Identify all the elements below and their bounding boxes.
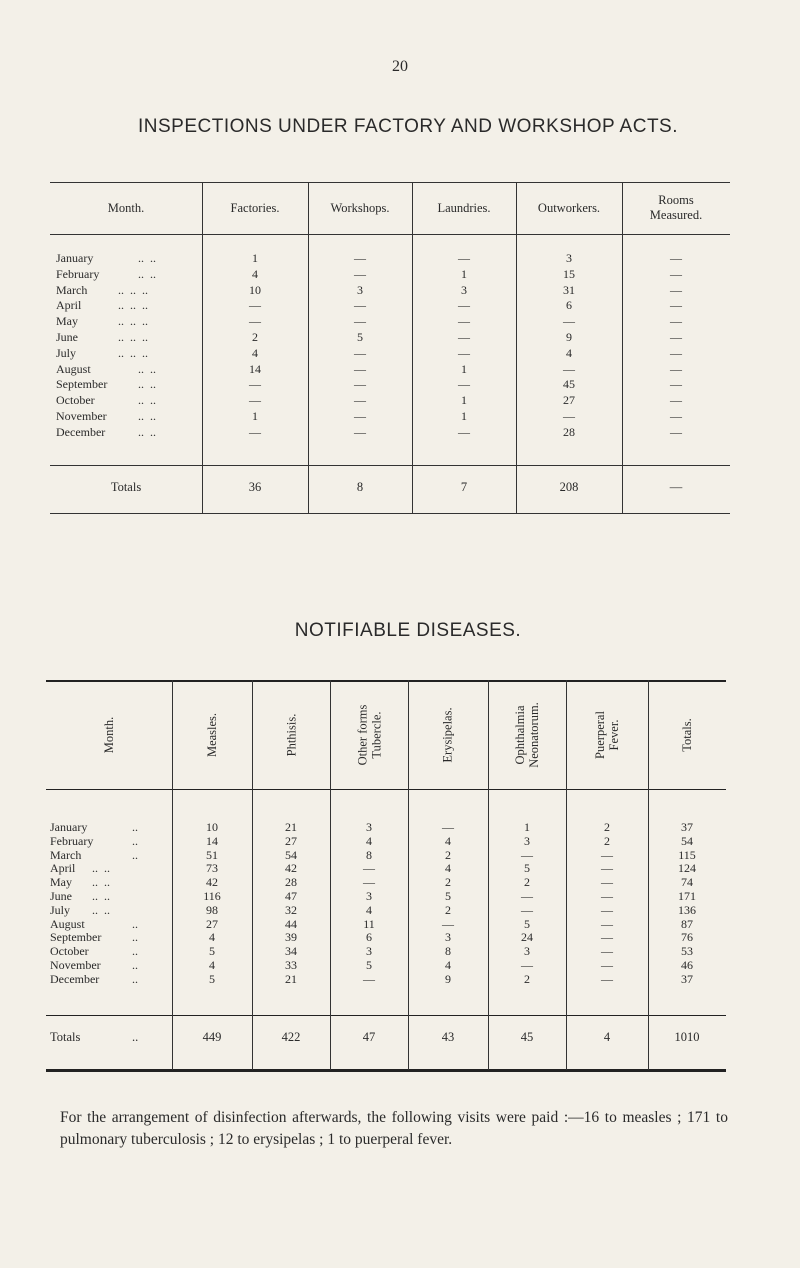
factory-inspections-table bbox=[50, 182, 730, 514]
col-header-workshops: Workshops. bbox=[330, 200, 390, 215]
row-month-label: February bbox=[56, 266, 100, 281]
col-header-month: Month. bbox=[107, 200, 145, 215]
table-cell: 171 bbox=[678, 889, 696, 903]
table-cell: 74 bbox=[681, 875, 693, 890]
table-cell: — bbox=[354, 377, 366, 392]
table-cell: — bbox=[601, 971, 613, 986]
table-cell: 4 bbox=[566, 345, 572, 360]
table-cell: 73 bbox=[206, 861, 218, 876]
table-cell: 37 bbox=[681, 820, 693, 834]
table-cell: 27 bbox=[206, 916, 218, 931]
row-month-label: November bbox=[56, 409, 107, 423]
row-month-label: October bbox=[56, 393, 95, 408]
table-cell: 1 bbox=[461, 409, 467, 423]
row-month bbox=[56, 266, 156, 281]
row-month-label: June bbox=[50, 889, 72, 903]
table-cell: 15 bbox=[563, 266, 575, 281]
table-cell: — bbox=[563, 314, 575, 329]
table-cell: 3 bbox=[524, 833, 530, 848]
table-row bbox=[46, 917, 726, 931]
col-header-puerperal-fever-label: Puerperal Fever. bbox=[593, 711, 621, 759]
table-row bbox=[46, 889, 726, 903]
table-row bbox=[50, 268, 730, 280]
row-month-label: February bbox=[50, 833, 94, 848]
disinfection-footnote: For the arrangement of disinfection afterwards, the following visits were paid :—16 to measles ; 171 to pulmonary tuberculosis ; 12 to erysipelas ; 1 to puerperal fever. bbox=[60, 1109, 728, 1148]
row-month bbox=[50, 958, 138, 973]
col-header-ophthalmia bbox=[488, 684, 566, 786]
row-month-label: January bbox=[50, 820, 88, 834]
leader-dots: .. .. bbox=[138, 251, 156, 265]
row-month-label: October bbox=[50, 944, 89, 959]
table-cell: — bbox=[249, 393, 261, 408]
leader-dots: .. .. bbox=[92, 889, 110, 903]
table-cell: — bbox=[458, 377, 470, 392]
grand-total: 1010 bbox=[674, 1030, 700, 1044]
leader-dots: .. bbox=[132, 930, 138, 945]
table-cell: 4 bbox=[209, 930, 215, 945]
leader-dots: .. bbox=[132, 916, 138, 931]
table-cell: — bbox=[363, 875, 375, 890]
row-month bbox=[56, 314, 148, 329]
leader-dots: .. .. bbox=[92, 902, 110, 917]
total-other-tubercle: 47 bbox=[362, 1030, 376, 1044]
total-phthisis: 422 bbox=[281, 1030, 301, 1044]
table-cell: 116 bbox=[203, 889, 221, 903]
disease-table-title: NOTIFIABLE DISEASES. bbox=[294, 620, 522, 641]
row-month bbox=[50, 847, 138, 863]
table-cell: 21 bbox=[285, 971, 297, 986]
row-month bbox=[56, 361, 156, 376]
table-cell: 14 bbox=[206, 833, 218, 848]
row-month-label: August bbox=[50, 916, 85, 931]
leader-dots: .. .. bbox=[92, 875, 110, 890]
table-cell: 1 bbox=[252, 409, 258, 423]
table-cell: 1 bbox=[461, 361, 467, 376]
table-row bbox=[46, 861, 726, 875]
row-month bbox=[56, 251, 156, 265]
table-cell: 54 bbox=[285, 847, 297, 862]
table-cell: — bbox=[601, 889, 613, 903]
body-bottom-rule bbox=[50, 465, 730, 466]
total-outworkers: 208 bbox=[559, 480, 579, 494]
leader-dots: .. .. bbox=[92, 861, 110, 876]
table-row bbox=[50, 426, 730, 438]
leader-dots: .. bbox=[132, 971, 138, 986]
table-cell: 46 bbox=[681, 958, 693, 972]
table-cell: — bbox=[442, 820, 454, 834]
col-header-totals bbox=[648, 684, 726, 786]
table-cell: 8 bbox=[366, 847, 372, 862]
table-cell: — bbox=[601, 875, 613, 890]
row-month-label: December bbox=[50, 971, 100, 986]
table-cell: — bbox=[521, 902, 533, 917]
row-month bbox=[50, 944, 138, 959]
table-cell: 76 bbox=[681, 930, 693, 945]
col-header-phthisis-label: Phthisis. bbox=[283, 713, 298, 757]
table-cell: 54 bbox=[681, 833, 693, 848]
table-cell: 39 bbox=[285, 930, 297, 945]
table-cell: — bbox=[363, 971, 375, 986]
table-cell: 4 bbox=[445, 833, 451, 848]
table-cell: 2 bbox=[524, 971, 530, 986]
table-cell: 21 bbox=[285, 820, 297, 834]
table-cell: 6 bbox=[366, 930, 372, 945]
table-cell: 2 bbox=[604, 820, 610, 834]
table-cell: — bbox=[354, 345, 366, 360]
table-cell: 10 bbox=[249, 282, 261, 297]
table-cell: 5 bbox=[209, 944, 215, 959]
total-measles: 449 bbox=[202, 1030, 222, 1044]
table-cell: — bbox=[670, 361, 682, 376]
table-top-rule bbox=[46, 680, 726, 682]
row-month-label: March bbox=[50, 847, 82, 862]
row-month-label: May bbox=[50, 875, 72, 890]
row-month-label: September bbox=[50, 930, 102, 945]
table-cell: — bbox=[670, 409, 682, 423]
col-header-measles-label: Measles. bbox=[205, 712, 219, 758]
table-cell: 34 bbox=[285, 944, 297, 959]
row-month bbox=[50, 820, 138, 835]
leader-dots: .. .. bbox=[138, 377, 156, 392]
row-month bbox=[50, 902, 110, 918]
table-cell: 2 bbox=[524, 875, 530, 890]
row-month-label: September bbox=[56, 377, 108, 392]
table-cell: — bbox=[354, 298, 366, 313]
row-month bbox=[50, 916, 138, 932]
table-cell: — bbox=[670, 345, 682, 360]
table-cell: 136 bbox=[678, 902, 696, 917]
table-cell: 28 bbox=[285, 875, 297, 890]
table-cell: — bbox=[601, 944, 613, 959]
row-month-label: June bbox=[56, 330, 78, 344]
table-row bbox=[50, 378, 730, 390]
table-cell: — bbox=[601, 847, 613, 862]
table-cell: — bbox=[521, 958, 533, 972]
table-cell: 6 bbox=[566, 298, 572, 313]
table-row bbox=[46, 834, 726, 848]
table-cell: — bbox=[670, 377, 682, 392]
table-cell: 2 bbox=[445, 902, 451, 917]
total-laundries: 7 bbox=[460, 480, 468, 494]
row-month bbox=[50, 889, 110, 904]
table-cell: 2 bbox=[252, 330, 258, 344]
table-cell: 53 bbox=[681, 944, 693, 959]
table-cell: 14 bbox=[249, 361, 261, 376]
leader-dots: .. .. bbox=[138, 424, 156, 439]
row-month bbox=[56, 282, 148, 297]
leader-dots: .. .. bbox=[138, 361, 156, 376]
table-cell: 5 bbox=[209, 971, 215, 986]
table-cell: 5 bbox=[524, 916, 530, 931]
col-header-ophthalmia-label: Ophthalmia Neonatorum. bbox=[512, 702, 541, 768]
table-row bbox=[46, 820, 726, 834]
row-month bbox=[50, 930, 138, 945]
col-header-erysipelas-label: Erysipelas. bbox=[440, 707, 455, 763]
table-cell: — bbox=[249, 424, 261, 439]
row-month bbox=[56, 330, 148, 344]
table-cell: — bbox=[354, 266, 366, 281]
leader-dots: .. .. bbox=[138, 409, 156, 423]
table-cell: 11 bbox=[363, 916, 375, 931]
table-row bbox=[50, 347, 730, 359]
table-cell: — bbox=[458, 345, 470, 360]
table-cell: — bbox=[249, 314, 261, 329]
table-cell: 1 bbox=[252, 251, 258, 265]
table-row bbox=[50, 331, 730, 343]
table-row bbox=[50, 299, 730, 311]
table-cell: — bbox=[458, 298, 470, 313]
totals-label-text: Totals bbox=[50, 1030, 81, 1044]
header-rule bbox=[46, 789, 726, 790]
row-month bbox=[50, 833, 138, 849]
col-header-outworkers: Outworkers. bbox=[537, 200, 601, 215]
table-row bbox=[46, 972, 726, 986]
col-header-factories: Factories. bbox=[230, 200, 280, 215]
row-month-label: May bbox=[56, 314, 78, 329]
row-month-label: July bbox=[56, 345, 77, 360]
table-cell: — bbox=[670, 298, 682, 313]
leader-dots: .. bbox=[132, 847, 138, 862]
table-cell: 1 bbox=[461, 266, 467, 281]
page-number: 20 bbox=[392, 58, 408, 75]
table-row bbox=[50, 410, 730, 422]
table-row bbox=[46, 848, 726, 862]
leader-dots: .. bbox=[132, 958, 138, 972]
table-cell: 3 bbox=[366, 944, 372, 959]
table-cell: — bbox=[601, 930, 613, 945]
row-month-label: April bbox=[50, 861, 76, 876]
table-cell: — bbox=[363, 861, 375, 876]
table-cell: — bbox=[521, 889, 533, 903]
table-cell: 33 bbox=[285, 958, 297, 972]
row-month bbox=[50, 861, 110, 876]
row-month bbox=[50, 875, 110, 890]
table-cell: 87 bbox=[681, 916, 693, 931]
table-cell: 27 bbox=[285, 833, 297, 848]
totals-label: Totals bbox=[110, 480, 142, 494]
table-cell: — bbox=[521, 847, 533, 862]
table-cell: 3 bbox=[461, 282, 467, 297]
table-cell: 98 bbox=[206, 902, 218, 917]
table-cell: — bbox=[601, 916, 613, 931]
table-cell: 47 bbox=[285, 889, 297, 903]
table-cell: — bbox=[601, 958, 613, 972]
table-cell: 124 bbox=[678, 861, 696, 876]
col-header-phthisis bbox=[252, 684, 330, 786]
table-cell: — bbox=[458, 314, 470, 329]
table-cell: 27 bbox=[563, 393, 575, 408]
row-month bbox=[56, 377, 156, 392]
col-header-erysipelas bbox=[408, 684, 488, 786]
table-cell: 37 bbox=[681, 971, 693, 986]
leader-dots: .. bbox=[132, 944, 138, 959]
col-header-other-tubercle-label: Other forms Tubercle. bbox=[355, 704, 383, 766]
table-cell: — bbox=[670, 314, 682, 329]
table-cell: 5 bbox=[445, 889, 451, 903]
table-bottom-rule bbox=[46, 1069, 726, 1072]
table-cell: — bbox=[249, 377, 261, 392]
table-cell: 8 bbox=[445, 944, 451, 959]
table-cell: — bbox=[249, 298, 261, 313]
totals-leader-dots: .. bbox=[132, 1030, 139, 1044]
table-cell: — bbox=[670, 266, 682, 281]
row-month-label: November bbox=[50, 958, 101, 972]
leader-dots: .. .. bbox=[138, 266, 156, 281]
table-cell: — bbox=[354, 409, 366, 423]
header-rule bbox=[50, 234, 730, 235]
row-month-label: July bbox=[50, 902, 71, 917]
table-cell: 1 bbox=[524, 820, 530, 834]
table-cell: — bbox=[354, 314, 366, 329]
table-cell: 4 bbox=[209, 958, 215, 972]
row-month-label: April bbox=[56, 298, 82, 313]
col-header-totals-label: Totals. bbox=[680, 718, 694, 752]
table-cell: 5 bbox=[366, 958, 372, 972]
table-row bbox=[46, 930, 726, 944]
row-month-label: March bbox=[56, 282, 88, 297]
table-cell: — bbox=[354, 251, 366, 265]
table-cell: — bbox=[458, 251, 470, 265]
table-cell: 4 bbox=[252, 345, 258, 360]
row-month bbox=[56, 393, 156, 408]
table-row bbox=[46, 944, 726, 958]
col-header-month-label: Month. bbox=[102, 716, 116, 754]
totals-label bbox=[50, 1030, 139, 1045]
table-cell: 3 bbox=[566, 251, 572, 265]
table-cell: 115 bbox=[678, 847, 696, 862]
leader-dots: .. bbox=[132, 833, 138, 848]
table-cell: 51 bbox=[206, 847, 218, 862]
table-cell: 24 bbox=[521, 930, 533, 945]
col-header-month bbox=[46, 684, 172, 786]
table-cell: 5 bbox=[357, 330, 363, 344]
row-month bbox=[56, 298, 148, 313]
table-row bbox=[50, 394, 730, 406]
col-header-measles bbox=[172, 684, 252, 786]
row-month-label: August bbox=[56, 361, 91, 376]
row-month bbox=[50, 971, 138, 987]
table-cell: — bbox=[670, 330, 682, 344]
table-cell: — bbox=[458, 330, 470, 344]
table-cell: 1 bbox=[461, 393, 467, 408]
leader-dots: .. .. .. bbox=[118, 282, 148, 297]
row-month bbox=[56, 424, 156, 439]
table-row bbox=[46, 875, 726, 889]
table-cell: — bbox=[601, 902, 613, 917]
table-cell: — bbox=[670, 393, 682, 408]
row-month bbox=[56, 345, 148, 360]
total-factories: 36 bbox=[248, 480, 262, 494]
table-cell: 42 bbox=[285, 861, 297, 876]
table-cell: 3 bbox=[357, 282, 363, 297]
row-month bbox=[56, 409, 156, 423]
table-cell: 4 bbox=[445, 861, 451, 876]
leader-dots: .. .. .. bbox=[118, 298, 148, 313]
table-cell: 31 bbox=[563, 282, 575, 297]
leader-dots: .. .. .. bbox=[118, 314, 148, 329]
row-month-label: December bbox=[56, 424, 106, 439]
table-row bbox=[50, 284, 730, 296]
table-cell: 2 bbox=[604, 833, 610, 848]
notifiable-diseases-table bbox=[46, 680, 726, 1072]
table-cell: 4 bbox=[252, 266, 258, 281]
table-cell: — bbox=[458, 424, 470, 439]
table-cell: — bbox=[670, 282, 682, 297]
table-cell: 45 bbox=[563, 377, 575, 392]
table-cell: 32 bbox=[285, 902, 297, 917]
table-cell: 4 bbox=[366, 902, 372, 917]
total-puerperal-fever: 4 bbox=[603, 1030, 611, 1044]
col-header-laundries: Laundries. bbox=[437, 200, 491, 215]
table-cell: 5 bbox=[524, 861, 530, 876]
table-row bbox=[50, 315, 730, 327]
table-cell: — bbox=[354, 393, 366, 408]
table-cell: 4 bbox=[366, 833, 372, 848]
leader-dots: .. .. .. bbox=[118, 330, 148, 344]
table-cell: 3 bbox=[524, 944, 530, 959]
table-cell: — bbox=[601, 861, 613, 876]
leader-dots: .. bbox=[132, 820, 138, 834]
col-header-rooms-measured: Rooms Measured. bbox=[649, 193, 703, 222]
table-cell: 9 bbox=[566, 330, 572, 344]
table-cell: — bbox=[670, 424, 682, 439]
table-cell: 28 bbox=[563, 424, 575, 439]
table-cell: 3 bbox=[445, 930, 451, 945]
table-cell: 3 bbox=[366, 889, 372, 903]
col-header-puerperal-fever bbox=[566, 684, 648, 786]
total-workshops: 8 bbox=[356, 480, 364, 494]
col-header-other-tubercle bbox=[330, 684, 408, 786]
table-cell: — bbox=[563, 409, 575, 423]
table-cell: 2 bbox=[445, 847, 451, 862]
table-row bbox=[46, 903, 726, 917]
total-ophthalmia: 45 bbox=[520, 1030, 534, 1044]
table-row bbox=[50, 252, 730, 264]
leader-dots: .. .. .. bbox=[118, 345, 148, 360]
table-cell: — bbox=[354, 361, 366, 376]
table-cell: 42 bbox=[206, 875, 218, 890]
table-cell: 2 bbox=[445, 875, 451, 890]
total-rooms-measured: — bbox=[669, 480, 683, 494]
table-bottom-rule bbox=[50, 513, 730, 514]
row-month-label: January bbox=[56, 251, 94, 265]
table-cell: 3 bbox=[366, 820, 372, 834]
total-erysipelas: 43 bbox=[441, 1030, 455, 1044]
table-cell: 4 bbox=[445, 958, 451, 972]
table-cell: 9 bbox=[445, 971, 451, 986]
table-cell: — bbox=[354, 424, 366, 439]
table-cell: 44 bbox=[285, 916, 297, 931]
table-cell: — bbox=[442, 916, 454, 931]
body-bottom-rule bbox=[46, 1015, 726, 1016]
table-row bbox=[50, 363, 730, 375]
table-cell: — bbox=[563, 361, 575, 376]
table-row bbox=[46, 958, 726, 972]
factory-table-title: INSPECTIONS UNDER FACTORY AND WORKSHOP ACTS. bbox=[137, 116, 679, 137]
table-cell: — bbox=[670, 251, 682, 265]
table-cell: 10 bbox=[206, 820, 218, 834]
leader-dots: .. .. bbox=[138, 393, 156, 408]
